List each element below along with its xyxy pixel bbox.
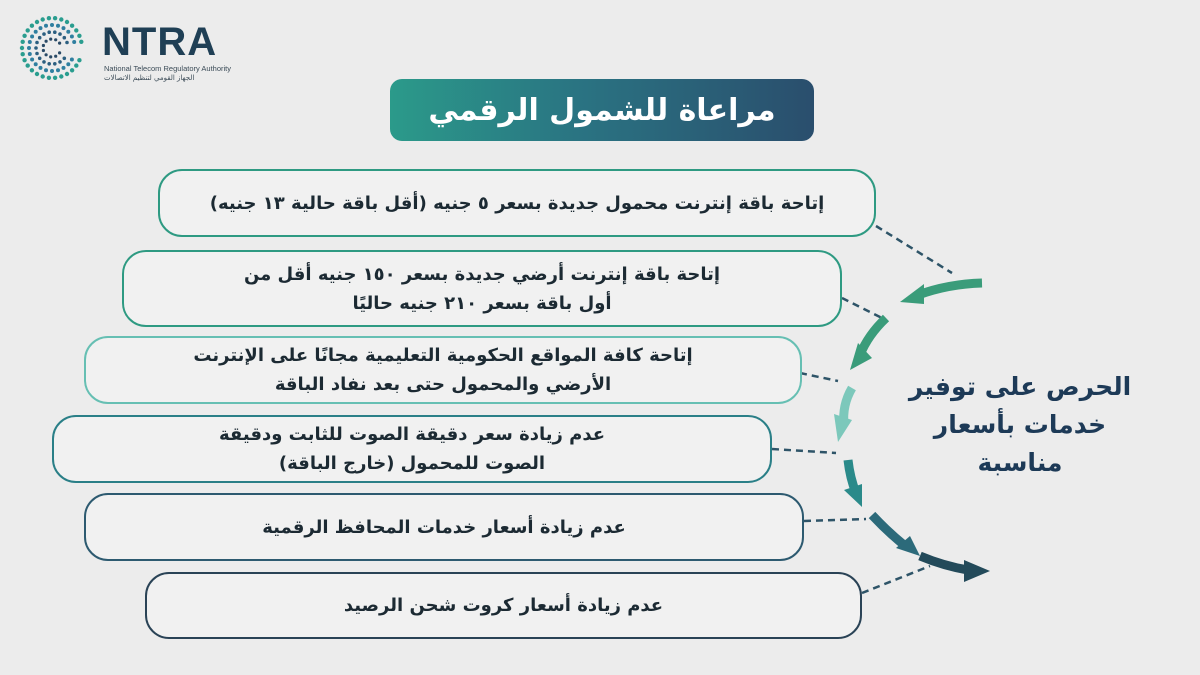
list-item-line: عدم زيادة أسعار كروت شحن الرصيد [343,595,664,616]
page-title: مراعاة للشمول الرقمي [390,79,814,141]
arrow-tip [964,560,990,582]
connector-1 [876,226,952,273]
list-item-line: إتاحة باقة إنترنت أرضي جديدة بسعر ١٥٠ جنيه أقل من [243,263,721,285]
list-item-mobile-internet [158,169,876,237]
connector-5 [804,519,866,521]
side-heading-line: الحرص على توفير [908,372,1132,401]
list-item-line: إتاحة كافة المواقع الحكومية التعليمية مجانًا على الإنترنت [193,345,693,366]
list-item-line: الصوت للمحمول (خارج الباقة) [278,453,546,474]
side-heading [900,368,1140,482]
logo-subtitle-ar: الجهاز القومي لتنظيم الاتصالات [104,74,195,82]
list-item-fixed-internet [122,250,842,327]
arrow-segment-5 [872,515,904,545]
logo-brand: NTRA [102,20,218,64]
list-item-education-sites [84,336,802,404]
connector-2 [842,298,882,318]
side-heading-line: مناسبة [977,448,1063,477]
arrow-segment-1 [918,283,982,295]
list-item-recharge-cards [145,572,862,639]
connector-3 [800,373,838,381]
arrow-segment-6 [920,556,968,570]
list-item-voice-minutes [52,415,772,483]
list-item-line: الأرضي والمحمول حتى بعد نفاد الباقة [274,374,612,395]
list-item-digital-wallets [84,493,804,561]
logo-subtitle-en: National Telecom Regulatory Authority [104,64,232,73]
connector-4 [772,449,836,453]
list-item-line: عدم زيادة سعر دقيقة الصوت للثابت ودقيقة [218,424,606,445]
side-heading-line: خدمات بأسعار [933,410,1107,439]
connector-6 [862,566,930,593]
list-item-line: عدم زيادة أسعار خدمات المحافظ الرقمية [262,516,626,538]
list-item-line: إتاحة باقة إنترنت محمول جديدة بسعر ٥ جنيه (أقل باقة حالية ١٣ جنيه) [209,192,825,214]
list-item-line: أول باقة بسعر ٢١٠ جنيه حاليًا [352,292,612,314]
